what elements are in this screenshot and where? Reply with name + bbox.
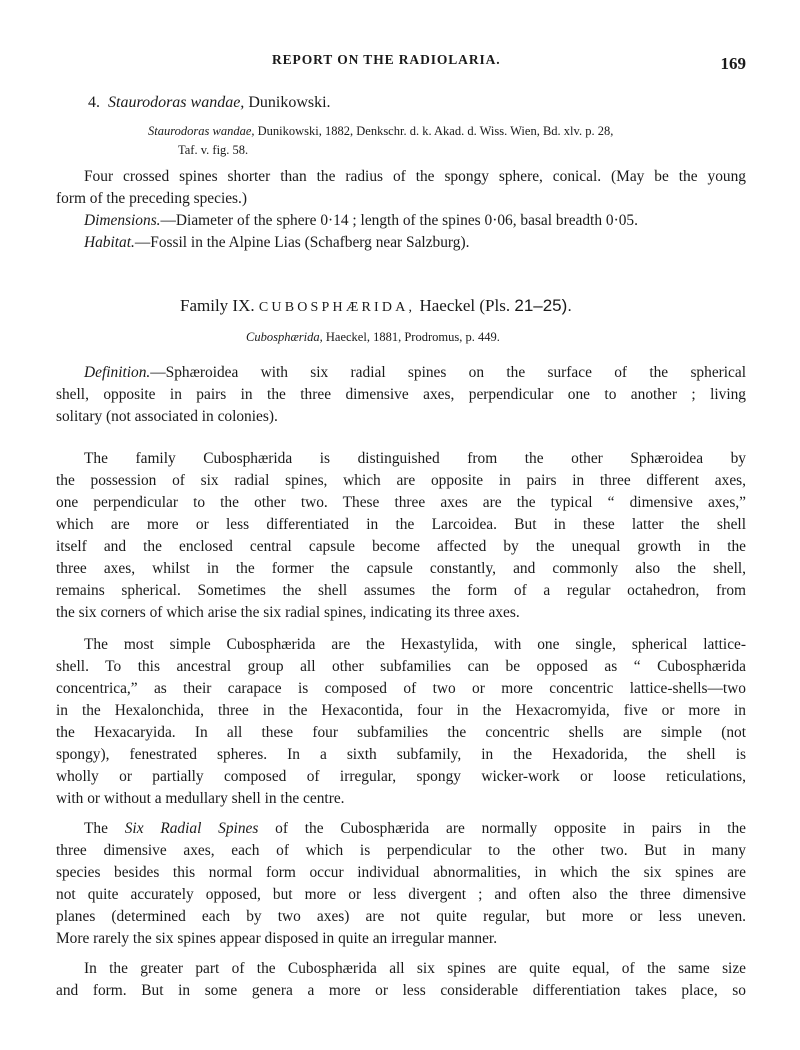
dimensions-text: —Diameter of the sphere 0·14 ; length of the spines 0·06, basal breadth 0·05. bbox=[160, 212, 638, 229]
paragraph-subfamilies bbox=[56, 634, 746, 810]
paragraph-line: In the greater part of the Cubosphærida all six spines are quite equal, of the same size bbox=[84, 960, 746, 977]
definition-text: —Sphæroidea with six radial spines on the surface of the spherical bbox=[150, 364, 746, 381]
running-title: REPORT ON THE RADIOLARIA. bbox=[272, 52, 501, 67]
species-citation-line2: Taf. v. fig. 58. bbox=[178, 143, 249, 157]
paragraph-line: planes (determined each by two axes) are not quite regular, but more or less uneven. bbox=[56, 908, 746, 925]
family-citation bbox=[246, 330, 500, 345]
paragraph-line: The family Cubosphærida is distinguished from the other Sphæroidea by bbox=[84, 450, 746, 467]
species-number: 4. bbox=[88, 94, 100, 111]
habitat-text: —Fossil in the Alpine Lias (Schafberg near Salzburg). bbox=[134, 234, 470, 251]
paragraph-line: wholly or partially composed of irregular, spongy wicker-work or loose reticulations, bbox=[56, 768, 746, 785]
family-heading-prefix: Family IX. bbox=[180, 296, 255, 315]
definition-label: Definition. bbox=[84, 364, 151, 381]
paragraph-line: species besides this normal form occur individual abnormalities, in which the six spines are bbox=[56, 864, 746, 881]
paragraph-radial-spines bbox=[56, 818, 746, 950]
definition-line bbox=[56, 362, 746, 384]
paragraph-line: the possession of six radial spines, which are opposite in pairs in three different axes, bbox=[56, 472, 746, 489]
paragraph-line: shell. To this ancestral group all other subfamilies can be opposed as “ Cubosphærida bbox=[56, 658, 746, 675]
p3-lead: The bbox=[84, 820, 125, 837]
species-description bbox=[56, 166, 746, 210]
paragraph-line: three axes, whilst in the former the capsule constantly, and commonly also the shell, bbox=[56, 560, 746, 577]
paragraph-line: concentrica,” as their carapace is composed of two or more concentric lattice-shells—two bbox=[56, 680, 746, 697]
species-citation-line1: Dunikowski, 1882, Denkschr. d. k. Akad. d. Wiss. Wien, Bd. xlv. p. 28, bbox=[257, 124, 614, 138]
family-citation-text: Haeckel, 1881, Prodromus, p. 449. bbox=[325, 330, 500, 344]
family-heading-plates: 21–25). bbox=[514, 296, 573, 315]
species-author: Dunikowski. bbox=[248, 94, 331, 111]
definition-line: shell, opposite in pairs in the three dimensive axes, perpendicular one to another ; living bbox=[56, 386, 746, 403]
species-dimensions bbox=[84, 210, 744, 232]
habitat-label: Habitat. bbox=[84, 234, 135, 251]
description-line: Four crossed spines shorter than the radius of the spongy sphere, conical. (May be the young bbox=[84, 168, 746, 185]
species-habitat bbox=[84, 232, 744, 254]
family-heading-name: CUBOSPHÆRIDA, bbox=[258, 300, 416, 315]
species-citation-name: Staurodoras wandae, bbox=[148, 124, 255, 138]
paragraph-line: and form. But in some genera a more or less considerable differentiation takes place, so bbox=[56, 982, 746, 999]
paragraph-line: More rarely the six spines appear disposed in quite an irregular manner. bbox=[56, 930, 498, 947]
description-line: form of the preceding species.) bbox=[56, 190, 248, 207]
paragraph-line: one perpendicular to the other two. These three axes are the typical “ dimensive axes,” bbox=[56, 494, 746, 511]
paragraph-line: in the Hexalonchida, three in the Hexacontida, four in the Hexacromyida, five or more in bbox=[56, 702, 746, 719]
paragraph-line: not quite accurately opposed, but more or less divergent ; and often also the three dimensive bbox=[56, 886, 746, 903]
paragraph-line: remains spherical. Sometimes the shell assumes the form of a regular octahedron, from bbox=[56, 582, 746, 599]
species-heading bbox=[88, 94, 331, 112]
dimensions-label: Dimensions. bbox=[84, 212, 161, 229]
paragraph-line: the Hexacaryida. In all these four subfamilies the concentric shells are simple (not bbox=[56, 724, 746, 741]
species-citation bbox=[148, 122, 753, 160]
page-number: 169 bbox=[720, 54, 746, 73]
paragraph-line: spongy), fenestrated spheres. In a sixth subfamily, in the Hexadorida, the shell is bbox=[56, 746, 746, 763]
family-definition bbox=[56, 362, 746, 428]
p3-italic-term: Six Radial Spines bbox=[124, 820, 259, 837]
paragraph-line: which are more or less differentiated in the Larcoidea. But in these latter the shell bbox=[56, 516, 746, 533]
family-heading bbox=[180, 296, 572, 316]
paragraph-spine-equality bbox=[56, 958, 746, 1002]
paragraph-line: the six corners of which arise the six radial spines, indicating its three axes. bbox=[56, 604, 520, 621]
paragraph-family-distinction bbox=[56, 448, 746, 624]
p3-first-rest: of the Cubosphærida are normally opposite in pairs in the bbox=[258, 820, 746, 837]
species-name: Staurodoras wandae, bbox=[108, 94, 245, 111]
paragraph-line bbox=[56, 818, 746, 840]
paragraph-line: The most simple Cubosphærida are the Hexastylida, with one single, spherical lattice- bbox=[84, 636, 746, 653]
paragraph-line: with or without a medullary shell in the centre. bbox=[56, 790, 345, 807]
paragraph-line: itself and the enclosed central capsule become affected by the unequal growth in the bbox=[56, 538, 746, 555]
paragraph-line: three dimensive axes, each of which is perpendicular to the other two. But in many bbox=[56, 842, 746, 859]
family-heading-author: Haeckel (Pls. bbox=[419, 296, 511, 315]
family-citation-name: Cubosphærida, bbox=[246, 330, 323, 344]
definition-line: solitary (not associated in colonies). bbox=[56, 408, 278, 425]
